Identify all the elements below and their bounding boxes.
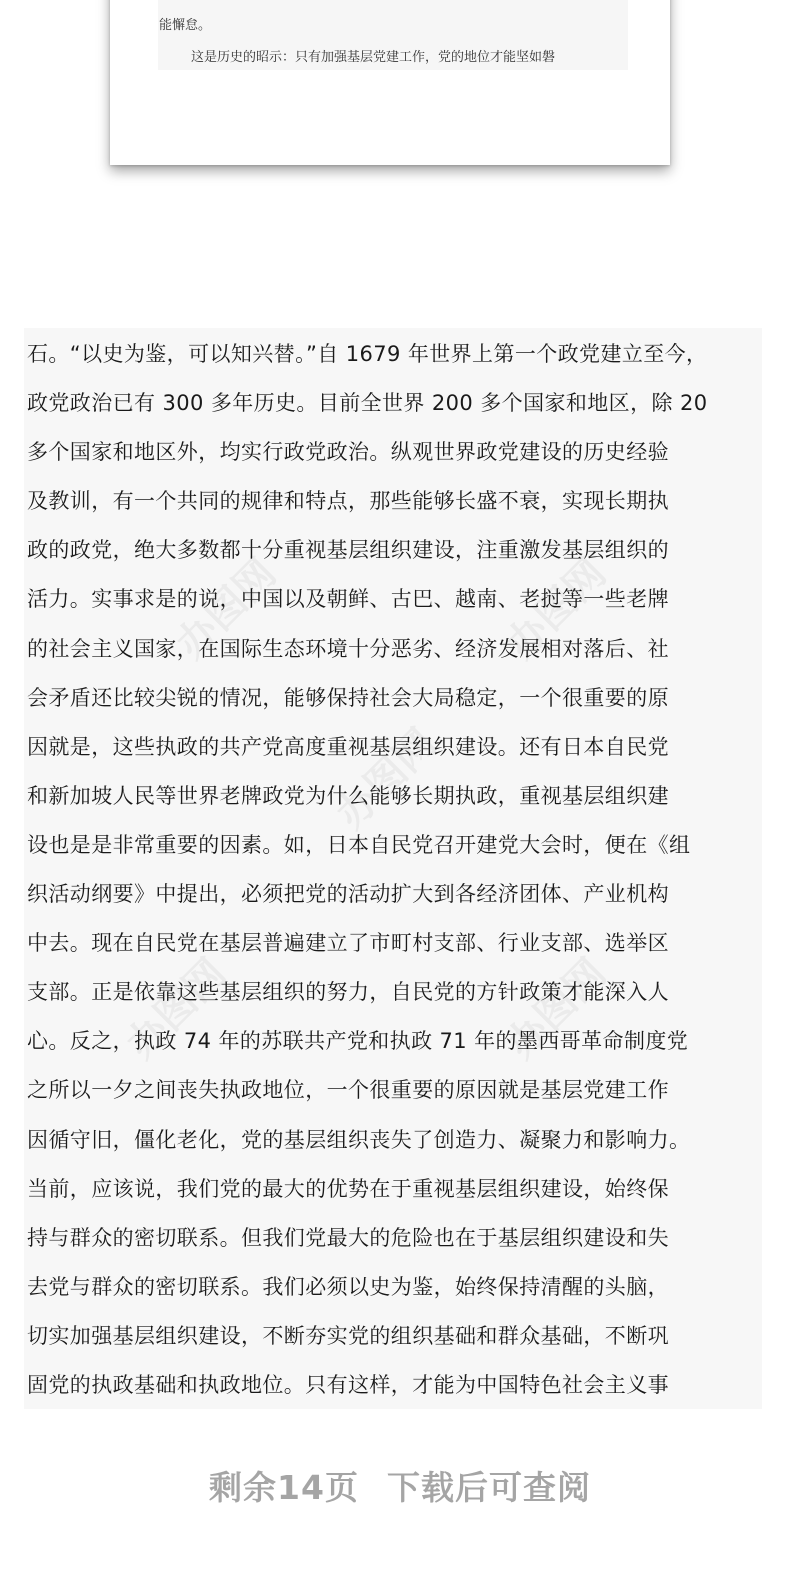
document-line: 及教训，有一个共同的规律和特点，那些能够长盛不衰，实现长期执 — [27, 489, 669, 514]
watermark: 办图网 — [117, 950, 236, 1068]
document-line: 当前，应该说，我们党的最大的优势在于重视基层组织建设，始终保 — [27, 1176, 669, 1201]
watermark: 办图网 — [497, 950, 616, 1068]
remaining-pages-prompt[interactable] — [0, 1462, 800, 1509]
preview-line-2: 这是历史的昭示：只有加强基层党建工作，党的地位才能坚如磐 — [191, 50, 556, 65]
document-line: 支部。正是依靠这些基层组织的努力，自民党的方针政策才能深入人 — [27, 980, 669, 1005]
watermark: 办图网 — [167, 550, 286, 668]
document-line: 多个国家和地区外，均实行政党政治。纵观世界政党建设的历史经验 — [27, 440, 669, 465]
preview-line-1: 能懈怠。 — [159, 18, 212, 33]
document-line: 因循守旧，僵化老化，党的基层组织丧失了创造力、凝聚力和影响力。 — [27, 1127, 691, 1152]
document-line: 之所以一夕之间丧失执政地位，一个很重要的原因就是基层党建工作 — [27, 1078, 669, 1103]
watermark: 办图网 — [327, 720, 446, 838]
document-line: 去党与群众的密切联系。我们必须以史为鉴，始终保持清醒的头脑， — [27, 1274, 669, 1299]
remaining-pages-label: 剩余14页 — [209, 1468, 359, 1507]
document-line: 和新加坡人民等世界老牌政党为什么能够长期执政，重视基层组织建 — [27, 783, 669, 808]
document-line: 的社会主义国家，在国际生态环境十分恶劣、经济发展相对落后、社 — [27, 636, 669, 661]
document-line: 织活动纲要》中提出，必须把党的活动扩大到各经济团体、产业机构 — [27, 882, 669, 907]
document-line: 政的政党，绝大多数都十分重视基层组织建设，注重激发基层组织的 — [27, 538, 669, 563]
document-text — [27, 330, 762, 1410]
preview-page-faint-line — [159, 0, 619, 3]
document-line: 活力。实事求是的说，中国以及朝鲜、古巴、越南、老挝等一些老牌 — [27, 587, 669, 612]
document-line: 设也是是非常重要的因素。如，日本自民党召开建党大会时，便在《组 — [27, 832, 691, 857]
document-line: 持与群众的密切联系。但我们党最大的危险也在于基层组织建设和失 — [27, 1225, 669, 1250]
document-line: 石。“以史为鉴，可以知兴替。”自 1679 年世界上第一个政党建立至今， — [27, 342, 708, 366]
watermark: 办图网 — [497, 550, 616, 668]
document-body — [24, 328, 762, 1409]
download-hint-label: 下载后可查阅 — [386, 1468, 591, 1507]
preview-page-card — [110, 0, 670, 165]
document-line: 切实加强基层组织建设，不断夯实党的组织基础和群众基础，不断巩 — [27, 1323, 669, 1348]
document-line: 中去。现在自民党在基层普遍建立了市町村支部、行业支部、选举区 — [27, 931, 669, 956]
document-line: 固党的执政基础和执政地位。只有这样，才能为中国特色社会主义事 — [27, 1372, 669, 1397]
document-line: 政党政治已有 300 多年历史。目前全世界 200 多个国家和地区，除 20 — [27, 391, 708, 416]
document-line: 心。反之，执政 74 年的苏联共产党和执政 71 年的墨西哥革命制度党 — [27, 1029, 689, 1054]
document-line: 会矛盾还比较尖锐的情况，能够保持社会大局稳定，一个很重要的原 — [27, 685, 669, 710]
document-line: 因就是，这些执政的共产党高度重视基层组织建设。还有日本自民党 — [27, 734, 669, 759]
